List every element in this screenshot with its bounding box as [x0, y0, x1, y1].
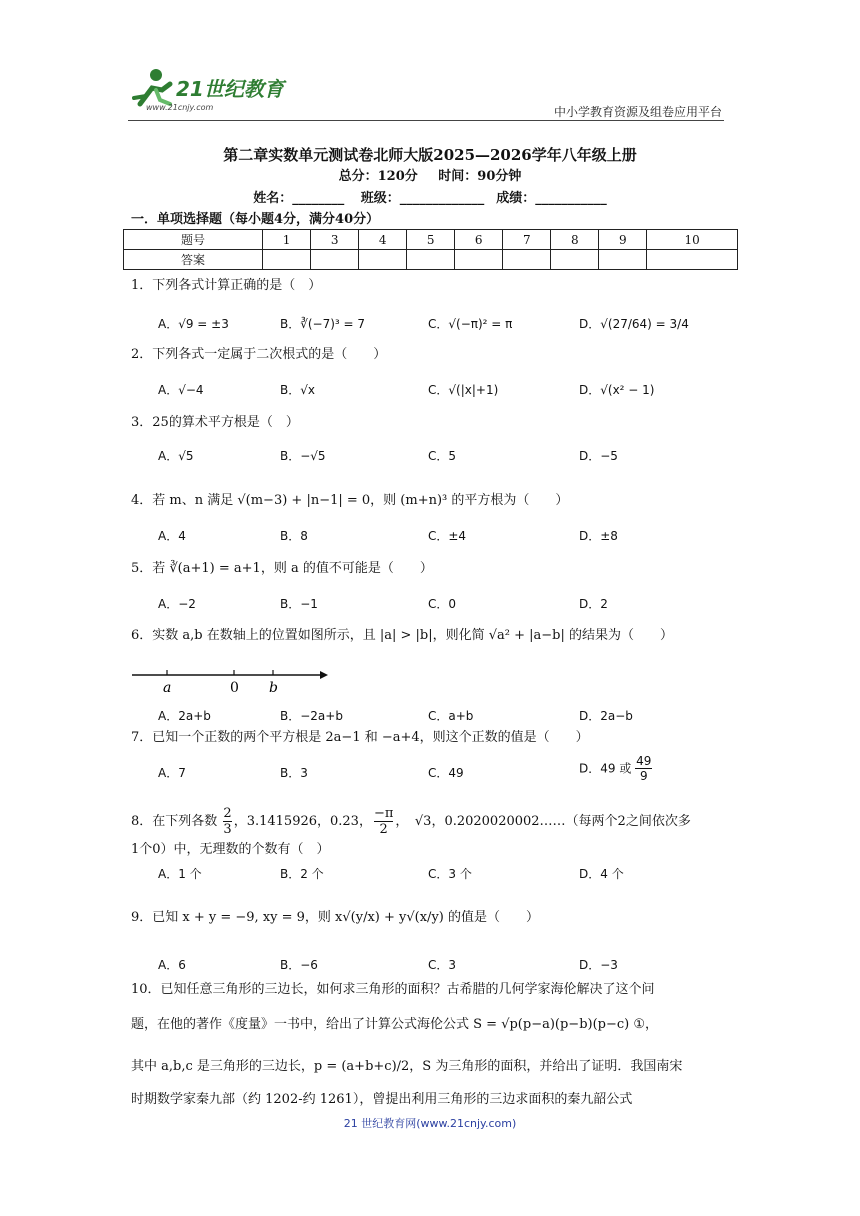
name-field[interactable]: 姓名：________ — [253, 191, 345, 206]
answer-cell[interactable] — [455, 250, 503, 270]
fraction-denominator: 3 — [223, 822, 232, 837]
fraction — [635, 754, 652, 783]
answer-table — [123, 229, 738, 270]
question-4-stem: 4．若 m、n 满足 √(m−3) + |n−1| = 0，则 (m+n)³ 的平方根为（ ） — [131, 493, 569, 508]
table-cell: 10 — [647, 230, 738, 250]
option-b[interactable]: B．√x — [280, 383, 315, 397]
option-a[interactable]: A．1 个 — [158, 867, 202, 881]
option-b[interactable]: B．−√5 — [280, 449, 326, 463]
answer-cell[interactable] — [647, 250, 738, 270]
table-cell: 9 — [599, 230, 647, 250]
brand-logo — [126, 66, 296, 114]
answer-cell[interactable] — [551, 250, 599, 270]
question-10-line: 其中 a,b,c 是三角形的三边长，p = (a+b+c)/2，S 为三角形的面积，并给出了证明．我国南宋 — [131, 1059, 683, 1074]
option-c[interactable]: C．0 — [428, 597, 457, 611]
answer-cell[interactable] — [503, 250, 551, 270]
total-score: 总分：120分 — [338, 169, 418, 184]
question-10-line: 10．已知任意三角形的三边长，如何求三角形的面积？古希腊的几何学家海伦解决了这个问 — [131, 982, 655, 997]
table-cell: 5 — [407, 230, 455, 250]
option-a[interactable]: A．7 — [158, 766, 186, 780]
fraction-numerator: 49 — [636, 754, 652, 768]
option-a[interactable]: A．4 — [158, 529, 186, 543]
option-b[interactable]: B．∛(−7)³ = 7 — [280, 317, 366, 331]
option-a[interactable]: A．√5 — [158, 449, 194, 463]
option-c[interactable]: C．49 — [428, 766, 464, 780]
table-cell: 7 — [503, 230, 551, 250]
option-d[interactable]: D．2a−b — [579, 709, 633, 723]
fraction-denominator: 9 — [639, 769, 648, 783]
table-cell: 4 — [359, 230, 407, 250]
option-b[interactable]: B．2 个 — [280, 867, 324, 881]
table-cell: 8 — [551, 230, 599, 250]
question-2-stem: 2．下列各式一定属于二次根式的是（ ） — [131, 347, 387, 362]
question-6-stem: 6．实数 a,b 在数轴上的位置如图所示，且 |a| > |b|，则化简 √a² + |a−b| 的结果为（ ） — [131, 628, 674, 643]
option-a[interactable]: A．2a+b — [158, 709, 211, 723]
footer-link[interactable]: 21 世纪教育网(www.21cnjy.com) — [343, 1117, 517, 1130]
answer-cell[interactable] — [359, 250, 407, 270]
table-row — [124, 250, 738, 270]
option-d[interactable]: D．4 个 — [579, 867, 624, 881]
table-cell: 答案 — [124, 250, 263, 270]
page-title: 第二章实数单元测试卷北师大版2025—2026学年八年级上册 — [223, 146, 637, 164]
option-d[interactable]: D．√(x² − 1) — [579, 383, 655, 397]
option-c[interactable]: C．3 个 — [428, 867, 472, 881]
number-line-figure — [130, 665, 340, 701]
header-divider — [128, 120, 724, 121]
table-cell: 6 — [455, 230, 503, 250]
option-d[interactable]: D．−3 — [579, 958, 618, 972]
option-d[interactable] — [579, 754, 652, 783]
axis-label-zero: 0 — [230, 680, 239, 696]
fraction — [223, 806, 231, 837]
axis-label-b: b — [269, 680, 278, 696]
option-b[interactable]: B．−1 — [280, 597, 318, 611]
question-5-stem: 5．若 ∛(a+1) = a+1，则 a 的值不可能是（ ） — [131, 561, 433, 576]
option-b[interactable]: B．−6 — [280, 958, 318, 972]
stem-text: ，3.1415926，0.23， — [233, 814, 372, 829]
option-a[interactable]: A．√−4 — [158, 383, 204, 397]
option-d[interactable]: D．2 — [579, 597, 608, 611]
question-8-stem-line2: 1个0）中，无理数的个数有（ ） — [131, 842, 330, 857]
question-1-stem: 1．下列各式计算正确的是（ ） — [131, 278, 322, 293]
option-a[interactable]: A．6 — [158, 958, 186, 972]
option-c[interactable]: C．√(−π)² = π — [428, 317, 513, 331]
option-d[interactable]: D．−5 — [579, 449, 618, 463]
option-a[interactable]: A．√9 = ±3 — [158, 317, 229, 331]
table-row — [124, 230, 738, 250]
option-b[interactable]: B．3 — [280, 766, 308, 780]
fraction-denominator: 2 — [379, 822, 388, 837]
option-c[interactable]: C．±4 — [428, 529, 467, 543]
option-a[interactable]: A．−2 — [158, 597, 196, 611]
platform-text: 中小学教育资源及组卷应用平台 — [553, 105, 722, 119]
stem-text: ， √3，0.2020020002……（每两个2之间依次多 — [395, 814, 691, 829]
answer-cell[interactable] — [263, 250, 311, 270]
answer-cell[interactable] — [407, 250, 455, 270]
answer-cell[interactable] — [599, 250, 647, 270]
option-d-prefix: D．49 或 — [579, 761, 632, 776]
score-field[interactable]: 成绩：___________ — [496, 191, 607, 206]
student-info — [0, 187, 860, 206]
option-b[interactable]: B．−2a+b — [280, 709, 343, 723]
option-c[interactable]: C．√(|x|+1) — [428, 383, 499, 397]
question-8-stem — [131, 806, 731, 837]
question-7-stem: 7．已知一个正数的两个平方根是 2a−1 和 −a+4，则这个正数的值是（ ） — [131, 730, 589, 745]
option-d[interactable]: D．√(27/64) = 3/4 — [579, 317, 689, 331]
option-b[interactable]: B．8 — [280, 529, 308, 543]
option-c[interactable]: C．3 — [428, 958, 457, 972]
option-c[interactable]: C．a+b — [428, 709, 474, 723]
question-10-line: 题，在他的著作《度量》一书中，给出了计算公式海伦公式 S = √p(p−a)(p−b)(p−c) ①， — [131, 1017, 659, 1032]
question-3-stem: 3．25的算术平方根是（ ） — [131, 415, 299, 430]
option-c[interactable]: C．5 — [428, 449, 457, 463]
table-cell: 题号 — [124, 230, 263, 250]
runner-logo-icon — [126, 66, 296, 114]
exam-meta — [0, 165, 860, 184]
axis-label-a: a — [163, 680, 172, 696]
svg-text:21世纪教育: 21世纪教育 — [176, 77, 284, 101]
fraction — [374, 806, 393, 837]
fraction-numerator: −π — [373, 806, 394, 821]
exam-time: 时间：90分钟 — [438, 169, 522, 184]
fraction-numerator: 2 — [223, 806, 232, 821]
question-10-line: 时期数学家秦九部（约 1202-约 1261），曾提出利用三角形的三边求面积的秦九韶公式 — [131, 1092, 633, 1107]
section-heading: 一．单项选择题（每小题4分，满分40分） — [131, 212, 380, 227]
answer-cell[interactable] — [311, 250, 359, 270]
question-9-stem: 9．已知 x + y = −9, xy = 9，则 x√(y/x) + y√(x/y) 的值是（ ） — [131, 910, 539, 925]
table-cell: 1 — [263, 230, 311, 250]
option-d[interactable]: D．±8 — [579, 529, 618, 543]
table-cell: 3 — [311, 230, 359, 250]
svg-text:www.21cnjy.com: www.21cnjy.com — [146, 103, 214, 112]
class-field[interactable]: 班级：_____________ — [360, 191, 485, 206]
stem-text: 8．在下列各数 — [131, 814, 218, 829]
